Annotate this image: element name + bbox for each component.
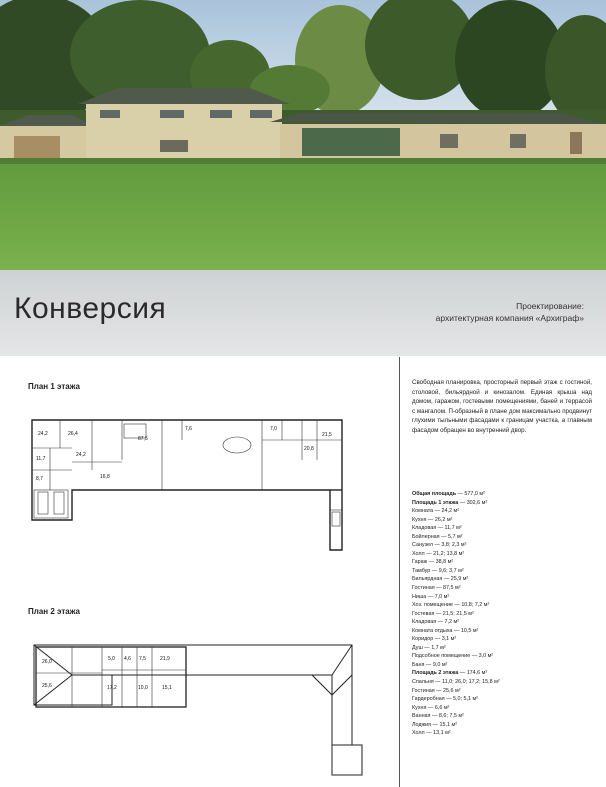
spec-value: 5,7 м² xyxy=(447,533,463,540)
spec-row: Лоджия — 15,1 м² xyxy=(412,721,457,728)
floor2-label: План 2 этажа xyxy=(28,607,80,616)
spec-row: Гостиная — 25,6 м² xyxy=(412,687,461,694)
spec-value: 577,0 м² xyxy=(464,491,485,497)
spec-label: Холл xyxy=(412,550,425,557)
spec-label: Холл xyxy=(412,730,425,737)
spec-label: Санузел xyxy=(412,542,433,549)
spec-row: Душ — 1,7 м² xyxy=(412,644,446,651)
svg-text:7,0: 7,0 xyxy=(270,426,277,432)
spec-label: Общая площадь xyxy=(412,491,457,497)
spec-label: Тамбур xyxy=(412,567,431,574)
svg-text:21,5: 21,5 xyxy=(322,432,332,438)
spec-label: Лоджия xyxy=(412,721,432,728)
spec-row: Тамбур — 9,6; 3,7 м² xyxy=(412,567,464,574)
spec-row: Бойлерная — 5,7 м² xyxy=(412,533,463,540)
svg-text:10,0: 10,0 xyxy=(138,685,148,691)
svg-text:26,0: 26,0 xyxy=(42,659,52,665)
spec-value: 15,1 м² xyxy=(439,721,457,728)
spec-label: Площадь 1 этажа xyxy=(412,499,459,506)
spec-row: Ванная — 8,6; 7,5 м² xyxy=(412,713,464,720)
spec-value: 7,0 м² xyxy=(434,593,450,600)
spec-value: 5,0; 5,1 м² xyxy=(453,696,478,703)
svg-text:11,7: 11,7 xyxy=(36,456,46,462)
house-photo xyxy=(0,0,606,270)
spec-value: 3,1 м² xyxy=(441,636,457,643)
svg-text:15,1: 15,1 xyxy=(162,685,172,691)
project-description: Свободная планировка, просторный первый этаж с гостиной, столовой, бильярдной и кинозалом. Единая крыша над домом, гаражом, гостевыми помещениями, баней и террасой с мангалом. П-образный в плане дом максимально продвинут глухими тыльными фасадами к границам участка, а главным фасадом обращен во внутренний двор. xyxy=(412,379,592,434)
spec-label: Гараж xyxy=(412,559,428,566)
spec-value: 25,9 м² xyxy=(450,576,469,583)
spec-row: Гардеробная — 5,0; 5,1 м² xyxy=(412,696,478,703)
spec-label: Спальня xyxy=(412,679,434,686)
spec-value: 9,6; 3,7 м² xyxy=(438,567,464,574)
floor1-label: План 1 этажа xyxy=(28,382,80,391)
page-title: Конверсия xyxy=(14,292,167,325)
spec-row: Холл — 13,1 м² xyxy=(412,730,451,737)
spec-value: 6,6 м² xyxy=(434,704,450,711)
spec-row: Площадь 2 этажа — 174,6 м² xyxy=(412,670,488,677)
spec-label: Комната xyxy=(412,508,434,515)
credit-company: архитектурная компания «Архиграф» xyxy=(435,313,584,323)
svg-text:24,2: 24,2 xyxy=(76,452,86,458)
spec-value: 25,6 м² xyxy=(443,687,461,694)
spec-label: Гардеробная xyxy=(412,696,445,703)
spec-row: Ниша — 7,0 м² xyxy=(412,593,450,600)
spec-label: Площадь 2 этажа xyxy=(412,670,459,677)
spec-value: 3,0 м² xyxy=(478,653,494,660)
spec-row: Санузел — 3,8; 2,3 м² xyxy=(412,542,467,549)
spec-row: Площадь 1 этажа — 302,6 м² xyxy=(412,499,488,506)
spec-value: 10,8; 7,2 м² xyxy=(461,602,490,609)
spec-value: 11,0; 26,0; 17,2; 15,8 м² xyxy=(442,679,500,686)
spec-value: 26,2 м² xyxy=(434,516,453,523)
design-credit xyxy=(344,300,584,324)
spec-label: Ванная xyxy=(412,713,431,720)
svg-text:7,6: 7,6 xyxy=(185,426,192,432)
svg-text:7,5: 7,5 xyxy=(139,656,146,662)
spec-row: Кухня — 26,2 м² xyxy=(412,516,453,523)
credit-label: Проектирование: xyxy=(516,301,584,311)
spec-row: Баня — 9,0 м² xyxy=(412,661,448,668)
spec-row: Комната — 24,2 м² xyxy=(412,508,459,515)
spec-label: Душ xyxy=(412,644,423,651)
spec-value: 21,2; 13,8 м² xyxy=(433,550,465,557)
spec-label: Бойлерная xyxy=(412,533,440,540)
svg-text:16,8: 16,8 xyxy=(100,474,110,480)
spec-value: 7,2 м² xyxy=(444,619,460,626)
spec-value: 21,5; 21,5 м² xyxy=(442,610,474,617)
svg-text:87,5: 87,5 xyxy=(138,436,148,442)
spec-label: Бильярдная xyxy=(412,576,443,583)
spec-row: Общая площадь — 577,0 м² xyxy=(412,491,485,497)
spec-value: 8,6; 7,5 м² xyxy=(438,713,464,720)
spec-row: Коридор — 3,1 м² xyxy=(412,636,457,643)
floor1-plan xyxy=(12,400,397,580)
spec-row: Кладовая — 7,2 м² xyxy=(412,619,460,626)
spec-value: 10,5 м² xyxy=(460,627,479,634)
spec-value: 38,8 м² xyxy=(435,559,454,566)
spec-label: Коридор xyxy=(412,636,434,643)
spec-value: 1,7 м² xyxy=(431,644,446,651)
svg-text:26,4: 26,4 xyxy=(68,431,78,437)
spec-value: 11,7 м² xyxy=(444,525,462,532)
spec-row: Подсобное помещение — 3,0 м² xyxy=(412,653,494,660)
spec-label: Кухня xyxy=(412,704,427,711)
spec-row: Комната отдыха — 10,5 м² xyxy=(412,627,479,634)
column-divider xyxy=(399,357,400,787)
spec-value: 174,6 м² xyxy=(466,670,488,677)
svg-text:24,2: 24,2 xyxy=(38,431,48,437)
spec-row: Кладовая — 11,7 м² xyxy=(412,525,462,532)
spec-label: Гостевая xyxy=(412,610,435,617)
svg-text:8,7: 8,7 xyxy=(36,476,43,482)
spec-label: Подсобное помещение xyxy=(412,653,471,660)
svg-text:21,9: 21,9 xyxy=(160,656,170,662)
spec-label: Кладовая xyxy=(412,525,437,532)
spec-value: 24,2 м² xyxy=(441,508,459,515)
spec-value: 13,1 м² xyxy=(433,730,451,737)
spec-row: Гараж — 38,8 м² xyxy=(412,559,454,566)
spec-row: Холл — 21,2; 13,8 м² xyxy=(412,550,465,557)
spec-row: Кухня — 6,6 м² xyxy=(412,704,450,711)
spec-row: Бильярдная — 25,9 м² xyxy=(412,576,469,583)
spec-row: Гостевая — 21,5; 21,5 м² xyxy=(412,610,474,617)
area-spec-list xyxy=(412,490,597,738)
spec-label: Баня xyxy=(412,661,425,668)
svg-text:25,6: 25,6 xyxy=(42,683,52,689)
spec-label: Комната отдыха xyxy=(412,627,453,634)
svg-text:5,0: 5,0 xyxy=(108,656,115,662)
svg-text:4,6: 4,6 xyxy=(124,656,131,662)
spec-value: 87,5 м² xyxy=(443,585,461,592)
spec-row: Спальня — 11,0; 26,0; 17,2; 15,8 м² xyxy=(412,679,500,686)
spec-label: Гостиная xyxy=(412,585,435,592)
spec-value: 9,0 м² xyxy=(432,661,448,668)
spec-label: Хоз. помещение xyxy=(412,602,453,609)
spec-row: Хоз. помещение — 10,8; 7,2 м² xyxy=(412,602,490,609)
spec-value: 302,6 м² xyxy=(466,499,488,506)
spec-label: Кладовая xyxy=(412,619,437,626)
spec-row: Гостиная — 87,5 м² xyxy=(412,585,461,592)
floor2-plan xyxy=(12,625,397,787)
spec-label: Гостиная xyxy=(412,687,435,694)
svg-text:17,2: 17,2 xyxy=(107,685,117,691)
svg-text:20,8: 20,8 xyxy=(304,446,314,452)
spec-label: Ниша xyxy=(412,593,427,600)
spec-label: Кухня xyxy=(412,516,427,523)
spec-value: 3,8; 2,3 м² xyxy=(441,542,467,549)
